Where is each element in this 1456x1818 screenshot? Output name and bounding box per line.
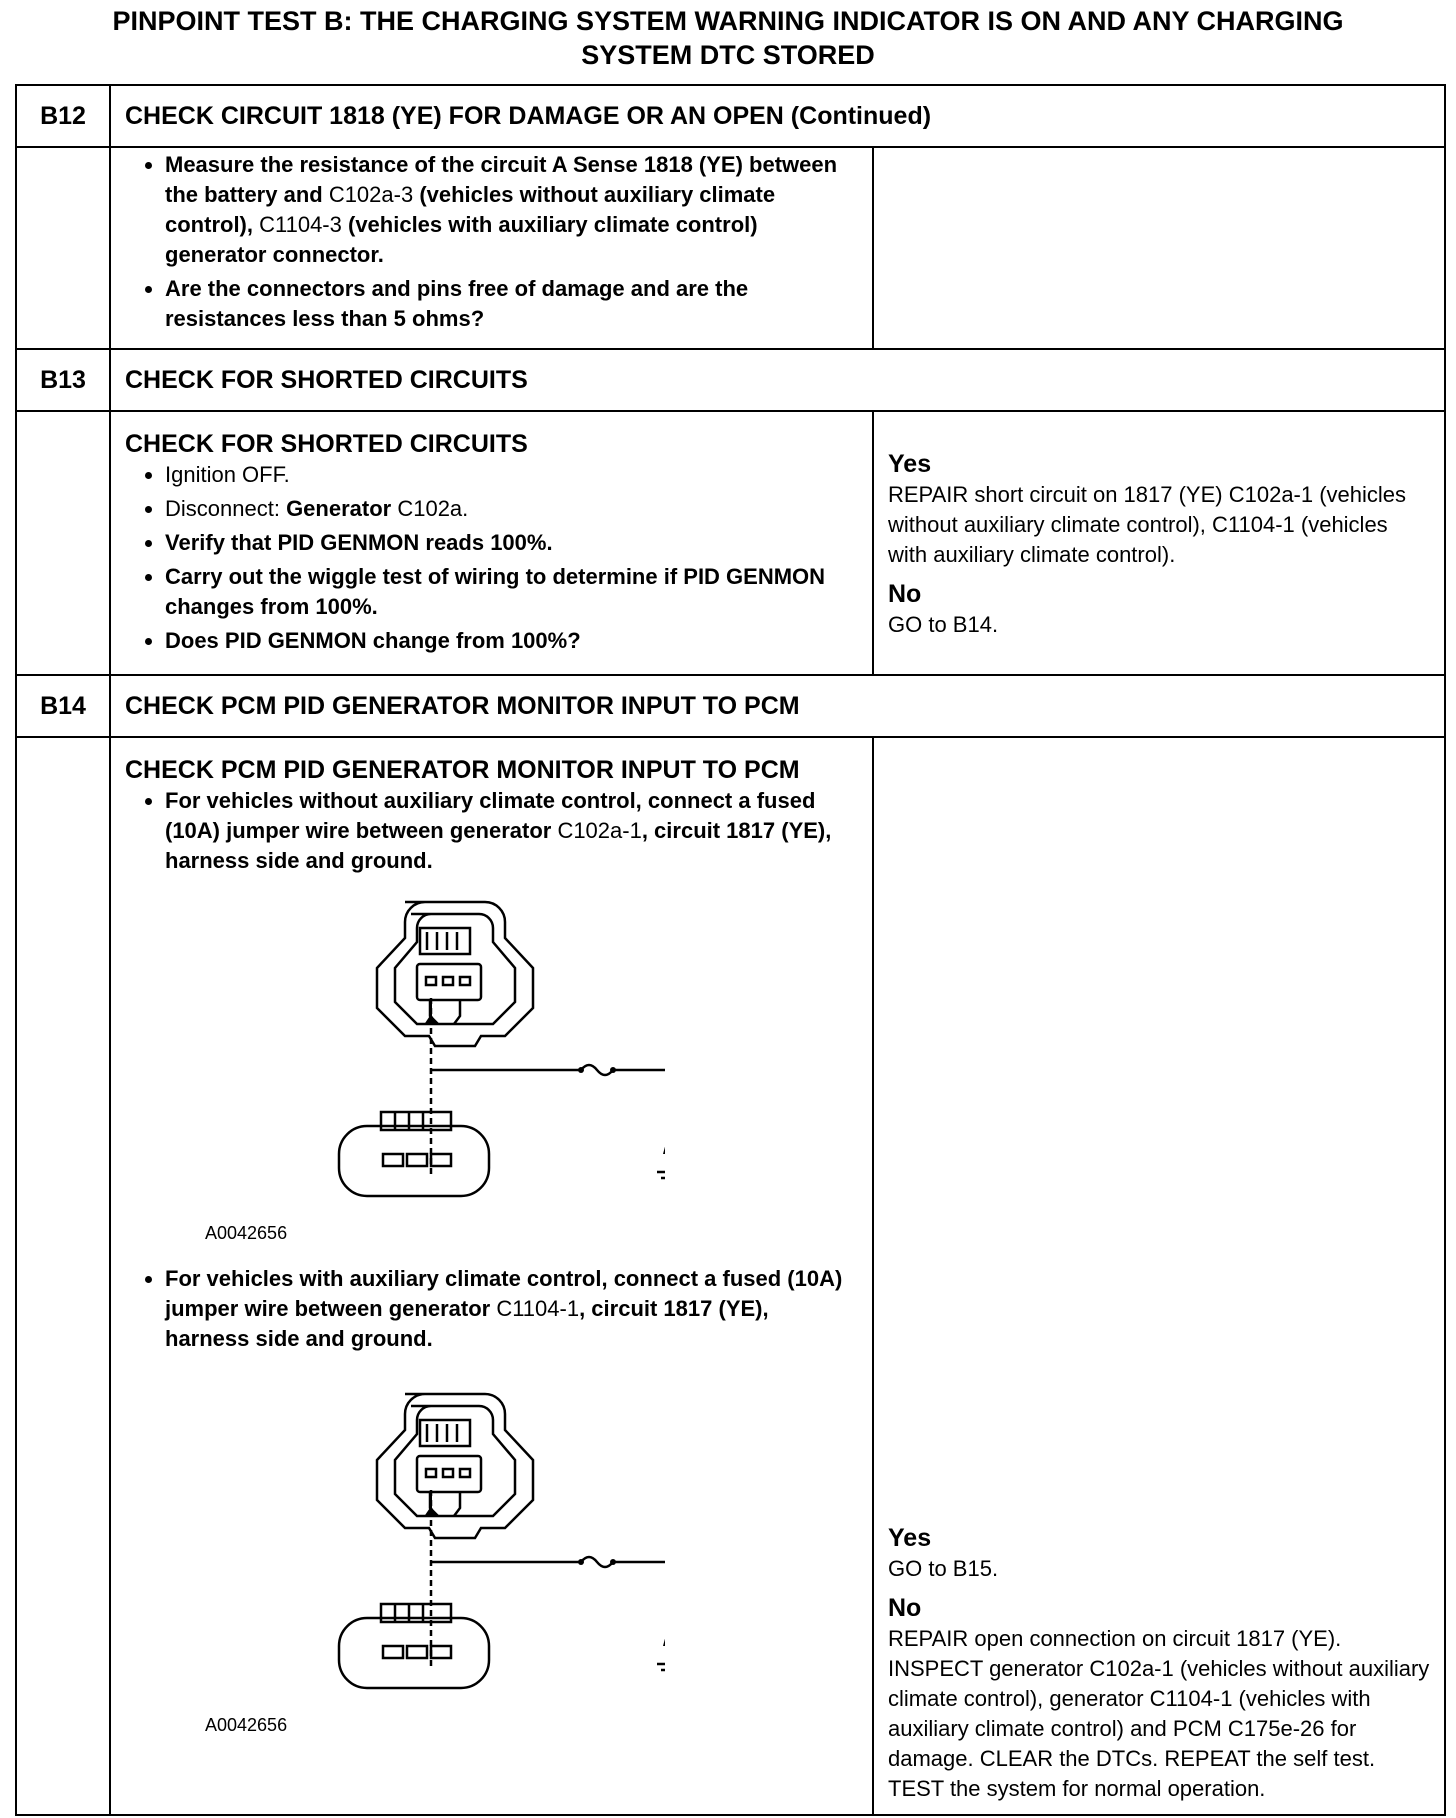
title-line-2: SYSTEM DTC STORED: [581, 40, 875, 70]
step-instructions-b14: [110, 737, 873, 1815]
b14-bullet-2: • For vehicles with auxiliary climate control, connect a fused (10A) jumper wire between generator C1104-1, circuit 1817 (YE), harness side and ground.: [165, 1264, 858, 1354]
b13-yes-label: Yes: [888, 450, 932, 478]
step-title-b14: CHECK PCM PID GENERATOR MONITOR INPUT TO PCM: [110, 675, 1445, 737]
b14-subhead: CHECK PCM PID GENERATOR MONITOR INPUT TO PCM: [125, 756, 800, 784]
b13-bullet-1: • Ignition OFF.: [165, 460, 858, 490]
step-header-b13: [16, 349, 1445, 411]
step-body-b14: [16, 737, 1445, 1815]
generator-jumper-diagram-2: [205, 1372, 858, 1710]
step-title-b13: CHECK FOR SHORTED CIRCUITS: [110, 349, 1445, 411]
step-result-b12: [873, 147, 1445, 349]
b14-yes-label: Yes: [888, 1524, 932, 1552]
b13-no-label: No: [888, 580, 922, 608]
step-body-b12: [16, 147, 1445, 349]
step-result-b13: [873, 411, 1445, 675]
b14-no-text: REPAIR open connection on circuit 1817 (YE). INSPECT generator C102a-1 (vehicles without auxiliary climate control), generator C1104-1 (vehicles with auxiliary climate control) and PCM C175e-26 for damage. CLEAR the DTCs. REPEAT the self test. TEST the system for normal operation.: [888, 1626, 1430, 1801]
step-body-b13: [16, 411, 1445, 675]
b12-bullet-1: • Measure the resistance of the circuit A Sense 1818 (YE) between the battery and C102a-3 (vehicles without auxiliary climate control), C1104-3 (vehicles with auxiliary climate control) generator connector.: [165, 150, 858, 270]
pinpoint-table: [15, 84, 1446, 1816]
step-header-b14: [16, 675, 1445, 737]
generator-jumper-diagram-1: [205, 880, 858, 1218]
step-instructions-b12: [110, 147, 873, 349]
b13-subhead: CHECK FOR SHORTED CIRCUITS: [125, 430, 528, 458]
b13-bullet-2: • Disconnect: Generator C102a.: [165, 494, 858, 524]
figure-1-caption: A0042656: [205, 1223, 288, 1243]
b12-bullet-2: • Are the connectors and pins free of damage and are the resistances less than 5 ohms?: [165, 274, 858, 334]
step-id-b13: B13: [16, 349, 110, 411]
step-header-b12: [16, 85, 1445, 147]
b14-bullet-1: • For vehicles without auxiliary climate control, connect a fused (10A) jumper wire between generator C102a-1, circuit 1817 (YE), harness side and ground.: [165, 786, 858, 876]
figure-2-caption: A0042656: [205, 1715, 288, 1735]
b13-yes-text: REPAIR short circuit on 1817 (YE) C102a-1 (vehicles without auxiliary climate control), C1104-1 (vehicles with auxiliary climate control).: [888, 482, 1407, 567]
page-title: [0, 4, 1456, 72]
step-title-b12: CHECK CIRCUIT 1818 (YE) FOR DAMAGE OR AN OPEN (Continued): [110, 85, 1445, 147]
b13-bullet-4: • Carry out the wiggle test of wiring to determine if PID GENMON changes from 100%.: [165, 562, 858, 622]
step-result-b14: [873, 737, 1445, 1815]
b14-no-label: No: [888, 1594, 922, 1622]
b13-bullet-5: • Does PID GENMON change from 100%?: [165, 626, 858, 656]
title-line-1: PINPOINT TEST B: THE CHARGING SYSTEM WARNING INDICATOR IS ON AND ANY CHARGING: [112, 6, 1344, 36]
b13-bullet-3: • Verify that PID GENMON reads 100%.: [165, 528, 858, 558]
step-id-b12: B12: [16, 85, 110, 147]
step-id-b14: B14: [16, 675, 110, 737]
b14-yes-text: GO to B15.: [888, 1556, 999, 1581]
b13-no-text: GO to B14.: [888, 612, 999, 637]
step-instructions-b13: [110, 411, 873, 675]
